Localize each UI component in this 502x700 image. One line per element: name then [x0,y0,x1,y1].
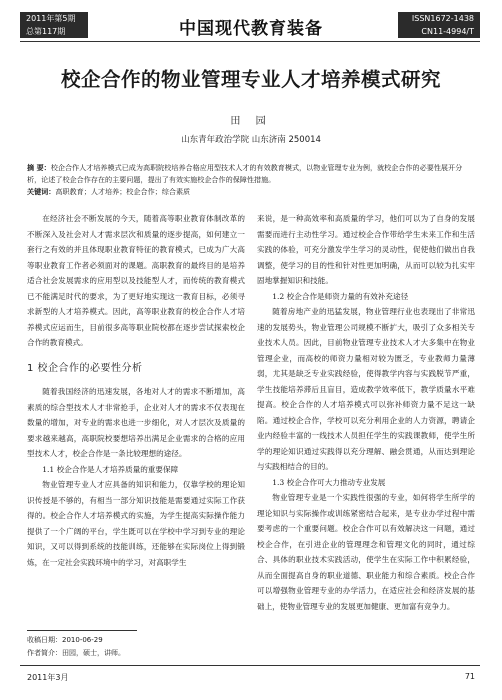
subsection-1-3-paragraph: 物业管理专业是一个实践性很强的专业，如何将学生所学的理论知识与实际操作或训练紧密结合起来，是专业办学过程中需要考虑的一个重要问题。校企合作可以有效解决这一问题，通过校企合作，在引进企业的管理理念和管理文化的同时，通过综合、具体的职业技术实践活动，使学生在实际工作中积累经验，从而全面提高自身的职业道德、职业能力和综合素质。校企合作可以增强物业管理专业的办学活力，在适应社会和经济发展的基础上，使物业管理专业的发展更加健康、更加富有竞争力。 [257,493,475,611]
author-info: 作者简介：田园，硕士，讲师。 [27,649,125,657]
subsection-heading-1-3: 1.3 校企合作可大力推动专业发展 [272,477,386,487]
affiliation: 山东青年政治学院 山东济南 250014 [181,135,321,145]
left-column [27,211,245,570]
keywords-label: 关键词： [27,187,56,196]
section-heading-1: 1 校企合作的必要性分析 [27,362,143,374]
abstract-text: 校企合作人才培养模式已成为高职院校培养合格应用型技术人才的有效教育模式，以物业管理专业为例，就校企合作的必要性展开分析，论述了校企合作存在的主要问题，提出了有效实施校企合作的保障性措施。 [27,163,463,184]
keywords [27,186,476,198]
abstract-label: 摘 要： [27,163,51,172]
footer-rule [20,665,480,666]
footnote-rule [27,630,137,631]
cn-number: CN11-4994/T [421,27,474,36]
received-date: 收稿日期：2010-06-29 [27,636,103,644]
section1-paragraph: 随着我国经济的迅速发展，各地对人才的需求不断增加，高素质的综合型技术人才非常抢手，企业对人才的需求不仅表现在数量的增加，对专业的需求也进一步细化，对人才层次及质量的要求越来越高，高职院校要想培养出满足企业需求的合格的应用型技术人才，校企合作是一条比较理想的途径。 [27,387,245,458]
page-number: 71 [464,672,475,681]
footer-date: 2011年3月 [27,673,69,682]
paper-title: 校企合作的物业管理专业人才培养模式研究 [60,68,441,91]
abstract [27,162,476,198]
abstract-body [27,162,476,186]
right-column [257,211,475,614]
subsection-1-2-paragraph: 随着房地产业的迅猛发展，物业管理行业也表现出了非常迅速的发展势头，物业管理公司规模不断扩大，吸引了众多相关专业技术人员。因此，目前物业管理专业技术人才大多集中在物业管理企业，而高校的师资力量相对较为匮乏，专业教师力量薄弱，尤其是缺乏专业实践经验，使得教学内容与实践脱节严重，学生技能培养滞后且盲目，造成教学效率低下，教学质量水平难提高。校企合作的人才培养模式可以弥补师资力量不足这一缺陷。通过校企合作，学校可以充分利用企业的人力资源，聘请企业内经验丰富的一线技术人员担任学生的实践课教师，使学生所学的理论知识通过实践得以充分理解、融会贯通，从而达到理论与实践相结合的目的。 [257,307,475,471]
issn: ISSN1672-1438 [411,14,474,23]
issue-number: 2011年第5期 [26,14,76,23]
total-issue: 总第117期 [26,27,66,36]
subsection-heading-1-2: 1.2 校企合作是师资力量的有效补充途径 [272,291,409,301]
subsection-1-1-paragraph: 物业管理专业人才应具备的知识和能力，仅靠学校的理论知识传授是不够的，有相当一部分知识技能是需要通过实际工作获得的。校企合作人才培养模式的实施，为学生提高实际操作能力提供了一个广阔的平台，学生既可以在学校中学习到专业的理论知识，又可以得到系统的技能训练，还能够在实际岗位上得到锻炼，在一定社会实践环境中的学习，对高职学生 [27,480,245,567]
keywords-text: 高职教育；人才培养；校企合作；综合素质 [55,187,191,196]
header-rule [20,41,480,42]
issn-box [398,12,480,38]
intro-paragraph: 在经济社会不断发展的今天，随着高等职业教育体制改革的不断深入及社会对人才需求层次和质量的逐步提高，如何建立一套行之有效的并且体现职业教育特征的教育模式，已成为广大高等职业教育工作者必须面对的课题。高职教育的最终目的是培养适合社会发展需求的应用型以及技能型人才，而传统的教育模式已不能满足时代的要求，为了更好地实现这一教育目标，必须寻求新型的人才培养模式。因此，高等职业教育的校企合作人才培养模式应运而生，目前很多高等职业院校都在逐步尝试探索校企合作的教育模式。 [27,214,245,347]
continued-paragraph: 来说，是一种高效率和高质量的学习，他们可以为了自身的发展需要而进行主动性学习。通过校企合作带给学生未来工作和生活实践的体验，可充分激发学生学习的灵动性，促使他们做出自我调整，使学习的目的性和针对性更加明确，从而可以较为扎实牢固地掌握知识和技能。 [257,214,475,285]
journal-name: 中国现代教育装备 [179,19,323,39]
author: 田 园 [230,116,272,127]
subsection-heading-1-1: 1.1 校企合作是人才培养质量的重要保障 [42,464,179,474]
